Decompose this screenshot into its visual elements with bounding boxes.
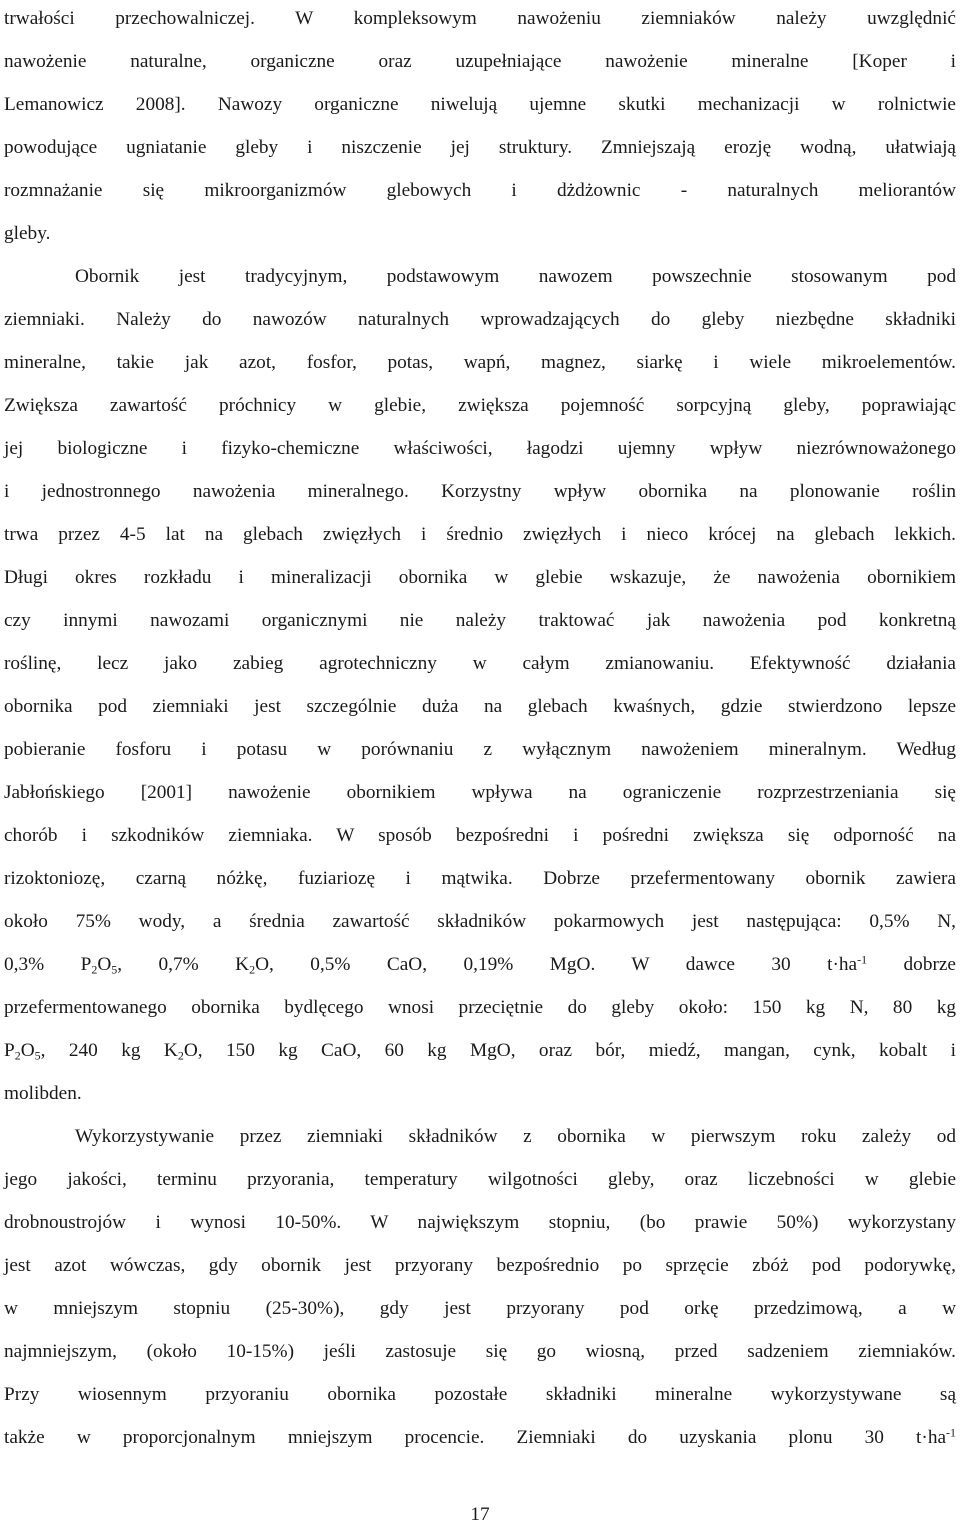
formula-line (4, 950, 956, 980)
text-segment: O, 0,5% CaO, 0,19% MgO. W dawce 30 t·ha (255, 954, 858, 975)
subscript: 5 (111, 962, 118, 977)
subscript: 2 (177, 1048, 184, 1063)
text-segment: także w proporcjonalnym mniejszym procencie. Ziemniaki do uzyskania plonu 30 t·ha (4, 1427, 947, 1448)
text-line: jest azot wówczas, gdy obornik jest przyorany bezpośrednio po sprzęcie zbóż pod podorywkę, (4, 1255, 956, 1276)
text-line: Długi okres rozkładu i mineralizacji obornika w glebie wskazuje, że nawożenia obornikiem (4, 567, 956, 588)
text-line: molibden. (4, 1083, 82, 1104)
text-line: ziemniaki. Należy do nawozów naturalnych wprowadzających do gleby niezbędne składniki (4, 309, 956, 330)
text-line: najmniejszym, (około 10-15%) jeśli zastosuje się go wiosną, przed sadzeniem ziemniaków. (4, 1341, 956, 1362)
text-line: nawożenie naturalne, organiczne oraz uzupełniające nawożenie mineralne [Koper i (4, 51, 956, 72)
superscript: -1 (946, 1425, 956, 1440)
text-line: rozmnażanie się mikroorganizmów glebowych i dżdżownic - naturalnych meliorantów (4, 180, 956, 201)
text-line: trwa przez 4-5 lat na glebach zwięzłych i średnio zwięzłych i nieco krócej na glebach lekkich. (4, 524, 956, 545)
text-line: chorób i szkodników ziemniaka. W sposób bezpośredni i pośredni zwiększa się odporność na (4, 825, 956, 846)
text-line: pobieranie fosforu i potasu w porównaniu z wyłącznym nawożeniem mineralnym. Według (4, 739, 956, 760)
text-line: roślinę, lecz jako zabieg agrotechniczny w całym zmianowaniu. Efektywność działania (4, 653, 956, 674)
text-line: jej biologiczne i fizyko-chemiczne właściwości, łagodzi ujemny wpływ niezrównoważonego (4, 438, 956, 459)
text-segment: O (97, 954, 112, 975)
text-line: Lemanowicz 2008]. Nawozy organiczne niwelują ujemne skutki mechanizacji w rolnictwie (4, 94, 956, 115)
text-line: trwałości przechowalniczej. W kompleksowym nawożeniu ziemniaków należy uwzględnić (4, 8, 956, 29)
text-line: obornika pod ziemniaki jest szczególnie duża na glebach kwaśnych, gdzie stwierdzono lepsze (4, 696, 956, 717)
text-line: w mniejszym stopniu (25-30%), gdy jest przyorany pod orkę przedzimową, a w (4, 1298, 956, 1319)
text-line: Przy wiosennym przyoraniu obornika pozostałe składniki mineralne wykorzystywane są (4, 1384, 956, 1405)
subscript: 5 (34, 1048, 41, 1063)
text-line: Wykorzystywanie przez ziemniaki składników z obornika w pierwszym roku zależy od (75, 1126, 956, 1147)
formula-line (4, 1423, 956, 1453)
text-line: jego jakości, terminu przyorania, temperatury wilgotności gleby, oraz liczebności w glebie (4, 1169, 956, 1190)
text-line: Obornik jest tradycyjnym, podstawowym nawozem powszechnie stosowanym pod (75, 266, 956, 287)
text-line: mineralne, takie jak azot, fosfor, potas, wapń, magnez, siarkę i wiele mikroelementów. (4, 352, 956, 373)
text-segment: O, 150 kg CaO, 60 kg MgO, oraz bór, miedź, mangan, cynk, kobalt i (183, 1040, 956, 1061)
text-segment: , 240 kg K (40, 1040, 178, 1061)
text-line: przefermentowanego obornika bydlęcego wnosi przeciętnie do gleby około: 150 kg N, 80 kg (4, 997, 956, 1018)
text-line: czy innymi nawozami organicznymi nie należy traktować jak nawożenia pod konkretną (4, 610, 956, 631)
subscript: 2 (91, 962, 98, 977)
text-line: i jednostronnego nawożenia mineralnego. Korzystny wpływ obornika na plonowanie roślin (4, 481, 956, 502)
text-line: drobnoustrojów i wynosi 10-50%. W największym stopniu, (bo prawie 50%) wykorzystany (4, 1212, 956, 1233)
text-segment: 0,3% P (4, 954, 92, 975)
subscript: 2 (14, 1048, 21, 1063)
text-line: około 75% wody, a średnia zawartość składników pokarmowych jest następująca: 0,5% N, (4, 911, 956, 932)
text-segment: P (4, 1040, 15, 1061)
text-line: gleby. (4, 223, 51, 244)
text-segment: dobrze (867, 954, 956, 975)
text-segment: O (20, 1040, 35, 1061)
text-line: Jabłońskiego [2001] nawożenie obornikiem wpływa na ograniczenie rozprzestrzeniania się (4, 782, 956, 803)
text-segment: , 0,7% K (117, 954, 250, 975)
subscript: 2 (249, 962, 256, 977)
page-number: 17 (470, 1504, 490, 1525)
text-line: rizoktoniozę, czarną nóżkę, fuziariozę i mątwika. Dobrze przefermentowany obornik zawiera (4, 868, 956, 889)
text-line: Zwiększa zawartość próchnicy w glebie, zwiększa pojemność sorpcyjną gleby, poprawiając (4, 395, 956, 416)
text-line: powodujące ugniatanie gleby i niszczenie jej struktury. Zmniejszają erozję wodną, ułatwiają (4, 137, 956, 158)
formula-line (4, 1036, 956, 1066)
superscript: -1 (857, 952, 868, 967)
